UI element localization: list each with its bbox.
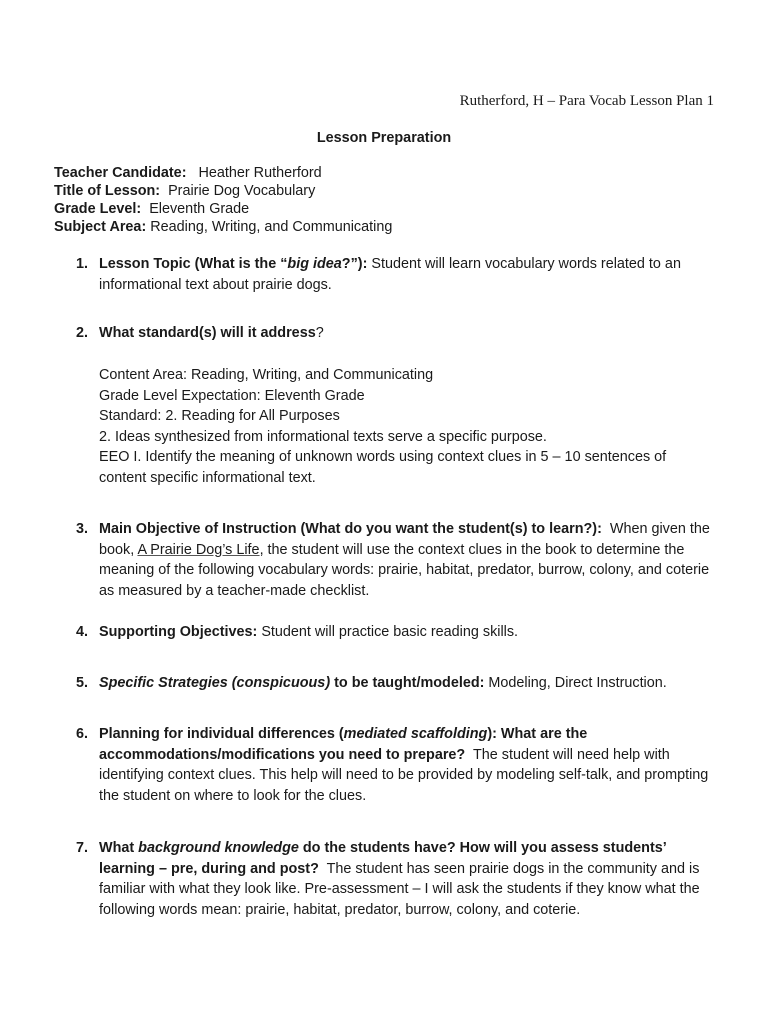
item-body (99, 254, 719, 295)
lesson-title-value: Prairie Dog Vocabulary (168, 183, 316, 199)
page-title: Lesson Preparation (316, 130, 452, 146)
lesson-title-row (54, 182, 714, 200)
item-question: Planning for individual differences (mediated scaffolding): What are the accommodations/modifications you need to prepare? (99, 726, 588, 763)
lesson-info (54, 164, 714, 236)
item-question: Lesson Topic (What is the “big idea?”): (99, 256, 368, 272)
standards-block (99, 365, 719, 489)
lesson-title-label: Title of Lesson: (54, 183, 161, 199)
subject-area-label: Subject Area: (54, 219, 147, 235)
item-body (99, 622, 719, 643)
item-question: Main Objective of Instruction (What do you want the student(s) to learn?): (99, 521, 602, 537)
item-question: What background knowledge do the students have? How will you assess students’ learning – pre, during and post? (99, 840, 666, 877)
item-body (99, 724, 719, 806)
subject-area-value: Reading, Writing, and Communicating (150, 219, 393, 235)
standard-line: Content Area: Reading, Writing, and Communicating (99, 367, 434, 383)
item-question: Specific Strategies (conspicuous) to be taught/modeled: (99, 675, 485, 691)
item-question: Supporting Objectives: (99, 624, 258, 640)
item-number: 1. (76, 256, 89, 272)
teacher-candidate-row (54, 164, 714, 182)
item-number: 5. (76, 675, 89, 691)
item-number: 4. (76, 624, 89, 640)
subject-area-row (54, 218, 714, 236)
item-number: 2. (76, 325, 89, 341)
standard-line: 2. Ideas synthesized from informational texts serve a specific purpose. (99, 428, 547, 445)
item-number: 3. (76, 521, 89, 537)
item-answer: The student has seen prairie dogs in the community and is familiar with what they look like. Pre-assessment – I will ask the students if they know what the following words mean: prairie, habitat, predator, burrow, colony, and coterie. (99, 860, 700, 918)
teacher-candidate-label: Teacher Candidate: (54, 165, 187, 181)
item-answer: Modeling, Direct Instruction. (488, 675, 667, 691)
standard-line: content specific informational text. (99, 469, 316, 486)
item-body: Main Objective of Instruction (What do you want the student(s) to learn?): When given the book, A Prairie Dog’s Life, the student will use the context clues in the book to determine the meaning of the following vocabulary words: prairie, habitat, predator, burrow, colony, and coterie as measured by a teacher-made checklist. (99, 521, 710, 599)
grade-level-row (54, 200, 714, 218)
item-answer: The student will need help with identifying context clues. This help will need to be provided by modeling self-talk, and prompting the student on where to look for the clues. (99, 746, 709, 804)
item-body: What standard(s) will it address? (99, 325, 324, 341)
standard-line: Grade Level Expectation: Eleventh Grade (99, 387, 365, 404)
item-number: 6. (76, 726, 89, 742)
grade-level-value: Eleventh Grade (149, 201, 250, 217)
item-answer: Student will learn vocabulary words related to an informational text about prairie dogs. (99, 256, 681, 293)
item-number: 7. (76, 840, 89, 856)
item-body (99, 673, 719, 694)
item-body (99, 838, 719, 920)
page-header: Rutherford, H – Para Vocab Lesson Plan 1 (459, 93, 714, 109)
item-answer: Student will practice basic reading skills. (261, 624, 519, 640)
grade-level-label: Grade Level: (54, 201, 142, 217)
standard-line: EEO I. Identify the meaning of unknown words using context clues in 5 – 10 sentences of (99, 449, 667, 466)
item-question: What standard(s) will it address (99, 325, 316, 341)
standard-line: Standard: 2. Reading for All Purposes (99, 408, 340, 425)
teacher-candidate-value: Heather Rutherford (198, 165, 322, 181)
book-title: A Prairie Dog’s Life (137, 541, 260, 558)
